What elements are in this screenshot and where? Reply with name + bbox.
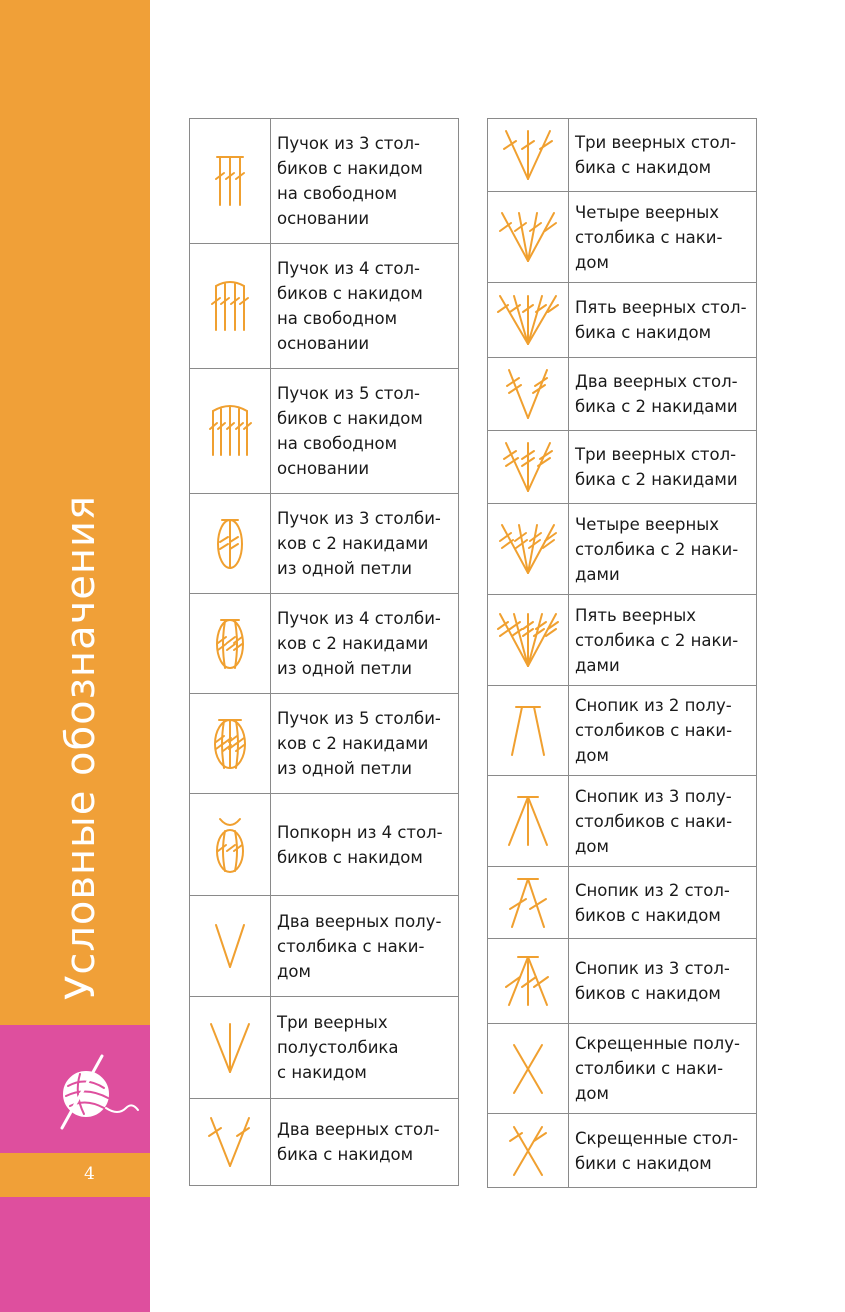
puff-4-dc2-icon [211, 616, 249, 672]
symbol-cell [190, 997, 271, 1099]
symbol-description: Снопик из 3 полу- столбиков с наки- дом [569, 776, 757, 867]
symbol-description: Два веерных стол- бика с накидом [271, 1099, 459, 1186]
symbol-cell [488, 431, 569, 504]
symbol-cell [488, 1024, 569, 1114]
symbol-cell [488, 504, 569, 595]
table-row [488, 595, 757, 686]
v-3-hdc-icon [205, 1020, 255, 1076]
symbol-cell [190, 244, 271, 369]
popcorn-4-icon [211, 815, 249, 875]
symbol-description: Снопик из 2 стол- биков с накидом [569, 867, 757, 939]
table-row [190, 694, 459, 794]
symbol-description: Пять веерных стол- бика с накидом [569, 283, 757, 358]
symbol-cell [488, 119, 569, 192]
symbol-description: Три веерных полустолбика с накидом [271, 997, 459, 1099]
symbol-cell [488, 867, 569, 939]
symbol-cell [190, 369, 271, 494]
table-row [190, 794, 459, 896]
symbol-description: Скрещенные полу- столбики с наки- дом [569, 1024, 757, 1114]
symbol-description: Пучок из 5 столби- ков с 2 накидами из одной петли [271, 694, 459, 794]
symbol-description: Четыре веерных столбика с 2 наки- дами [569, 504, 757, 595]
table-row [488, 776, 757, 867]
table-row [488, 867, 757, 939]
symbol-cell [190, 896, 271, 997]
table-row [488, 939, 757, 1024]
table-row [190, 594, 459, 694]
fan-4-dc-icon [497, 209, 559, 265]
table-row [190, 1099, 459, 1186]
fan-5-tr-icon [496, 610, 560, 670]
table-row [488, 358, 757, 431]
cluster-5-icon [207, 403, 253, 459]
table-row [190, 494, 459, 594]
table-row [488, 1114, 757, 1188]
symbol-description: Два веерных полу- столбика с наки- дом [271, 896, 459, 997]
symbol-description: Снопик из 3 стол- биков с накидом [569, 939, 757, 1024]
crossed-dc-icon [506, 1123, 550, 1179]
table-row [190, 997, 459, 1099]
crossed-hdc-icon [508, 1041, 548, 1097]
symbol-cell [190, 494, 271, 594]
fan-3-dc-icon [500, 127, 556, 183]
symbol-cell [190, 1099, 271, 1186]
symbol-description: Пучок из 3 стол- биков с накидом на свободном основании [271, 119, 459, 244]
symbol-description: Три веерных стол- бика с 2 накидами [569, 431, 757, 504]
table-row [488, 431, 757, 504]
sheaf-2-dc-icon [506, 875, 550, 931]
symbol-cell [488, 192, 569, 283]
symbol-description: Пучок из 4 стол- биков с накидом на свободном основании [271, 244, 459, 369]
puff-5-dc2-icon [210, 716, 250, 772]
sheaf-3-dc-icon [504, 953, 552, 1009]
symbol-description: Пучок из 4 столби- ков с 2 накидами из одной петли [271, 594, 459, 694]
fan-2-tr-icon [503, 366, 553, 422]
symbol-cell [190, 694, 271, 794]
symbol-description: Четыре веерных столбика с наки- дом [569, 192, 757, 283]
table-row [488, 1024, 757, 1114]
yarn-ball-icon [52, 1050, 144, 1134]
symbol-cell [488, 939, 569, 1024]
fan-5-dc-icon [496, 292, 560, 348]
symbol-cell [488, 686, 569, 776]
symbol-description: Три веерных стол- бика с накидом [569, 119, 757, 192]
page-number-strip [0, 1153, 150, 1197]
symbol-description: Попкорн из 4 стол- биков с накидом [271, 794, 459, 896]
table-row [190, 119, 459, 244]
symbol-cell [190, 794, 271, 896]
table-row [190, 244, 459, 369]
table-row [190, 369, 459, 494]
sidebar-pink-footer [0, 1197, 150, 1312]
symbol-cell [190, 594, 271, 694]
page-number: 4 [84, 1164, 95, 1184]
table-row [190, 896, 459, 997]
sheaf-3-hdc-icon [504, 793, 552, 849]
symbol-description: Снопик из 2 полу- столбиков с наки- дом [569, 686, 757, 776]
sheaf-2-hdc-icon [506, 703, 550, 759]
puff-3-dc2-icon [212, 516, 248, 572]
symbol-cell [488, 1114, 569, 1188]
cluster-4-icon [208, 278, 252, 334]
fan-3-tr-icon [500, 439, 556, 495]
table-row [488, 504, 757, 595]
table-row [488, 686, 757, 776]
symbols-table-left [189, 118, 459, 1186]
symbol-description: Скрещенные стол- бики с накидом [569, 1114, 757, 1188]
v-2-dc-icon [205, 1114, 255, 1170]
symbol-description: Пучок из 5 стол- биков с накидом на свободном основании [271, 369, 459, 494]
table-row [488, 119, 757, 192]
symbol-description: Два веерных стол- бика с 2 накидами [569, 358, 757, 431]
symbol-description: Пять веерных столбика с 2 наки- дами [569, 595, 757, 686]
cluster-3-icon [210, 153, 250, 209]
v-2-hdc-icon [210, 921, 250, 971]
symbol-cell [488, 283, 569, 358]
symbol-cell [190, 119, 271, 244]
table-row [488, 192, 757, 283]
table-row [488, 283, 757, 358]
symbol-cell [488, 358, 569, 431]
symbol-cell [488, 776, 569, 867]
symbols-table-right [487, 118, 757, 1188]
symbol-cell [488, 595, 569, 686]
fan-4-tr-icon [497, 521, 559, 577]
symbol-description: Пучок из 3 столби- ков с 2 накидами из одной петли [271, 494, 459, 594]
page-title: Условные обозначения [58, 494, 104, 1000]
